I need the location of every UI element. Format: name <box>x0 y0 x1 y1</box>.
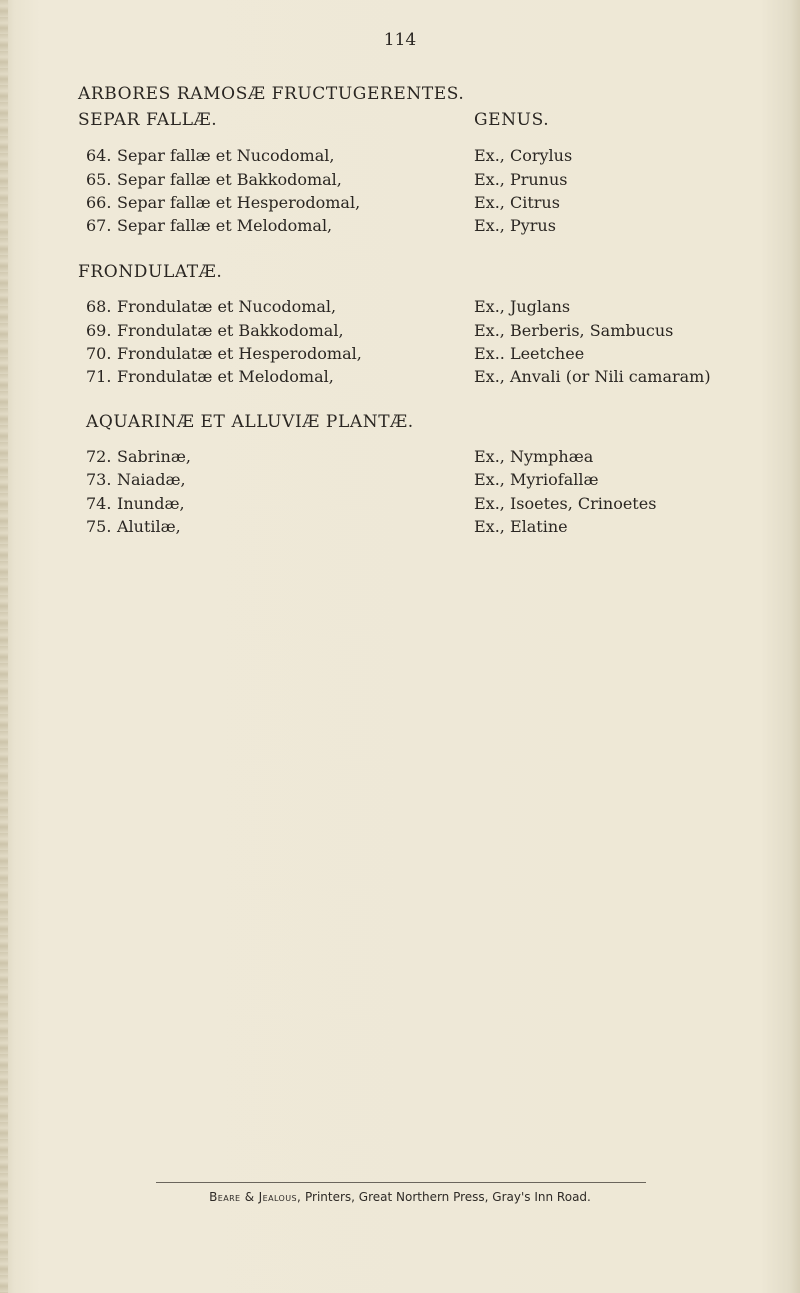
item-name: Alutilæ, <box>117 517 181 536</box>
item-number: 70. <box>86 344 112 363</box>
item-example: Ex., Citrus <box>474 193 560 212</box>
item-number: 67. <box>86 216 112 235</box>
list-item <box>0 216 800 238</box>
list-item <box>0 297 800 319</box>
item-example: Ex., Berberis, Sambucus <box>474 321 674 340</box>
item-name: Frondulatæ et Bakkodomal, <box>117 321 344 340</box>
item-example: Ex., Prunus <box>474 170 568 189</box>
item-example: Ex., Anvali (or Nili camaram) <box>474 367 711 386</box>
item-name: Sabrinæ, <box>117 447 191 466</box>
item-name: Frondulatæ et Melodomal, <box>117 367 334 386</box>
column-heading-genus: GENUS. <box>474 110 550 130</box>
item-example: Ex., Myriofallæ <box>474 470 599 489</box>
list-item <box>0 470 800 492</box>
list-item <box>0 321 800 343</box>
column-heading-separ-fallae: SEPAR FALLÆ. <box>78 110 218 130</box>
item-example: Ex., Juglans <box>474 297 571 316</box>
list-item <box>0 447 800 469</box>
list-item <box>0 344 800 366</box>
item-name: Frondulatæ et Nucodomal, <box>117 297 337 316</box>
item-number: 65. <box>86 170 112 189</box>
item-example: Ex., Elatine <box>474 517 568 536</box>
list-item <box>0 146 800 168</box>
item-example: Ex.. Leetchee <box>474 344 585 363</box>
item-number: 68. <box>86 297 112 316</box>
list-item <box>0 367 800 389</box>
main-heading: ARBORES RAMOSÆ FRUCTUGERENTES. <box>78 84 465 104</box>
list-item <box>0 170 800 192</box>
list-item <box>0 193 800 215</box>
item-example: Ex., Pyrus <box>474 216 556 235</box>
item-number: 74. <box>86 494 112 513</box>
item-number: 75. <box>86 517 112 536</box>
printer-details: Printers, Great Northern Press, Gray's Inn Road. <box>301 1190 591 1204</box>
item-name: Separ fallæ et Hesperodomal, <box>117 193 361 212</box>
item-name: Naiadæ, <box>117 470 186 489</box>
section-heading-frondulatae: FRONDULATÆ. <box>78 262 223 282</box>
item-name: Separ fallæ et Bakkodomal, <box>117 170 342 189</box>
list-item <box>0 517 800 539</box>
item-name: Separ fallæ et Nucodomal, <box>117 146 335 165</box>
item-number: 72. <box>86 447 112 466</box>
item-name: Separ fallæ et Melodomal, <box>117 216 333 235</box>
item-number: 64. <box>86 146 112 165</box>
item-number: 66. <box>86 193 112 212</box>
section-heading-aquarinae: AQUARINÆ ET ALLUVIÆ PLANTÆ. <box>86 412 414 432</box>
item-number: 73. <box>86 470 112 489</box>
printer-names: Beare & Jealous, <box>209 1190 302 1204</box>
page-number: 114 <box>383 30 417 50</box>
printer-imprint <box>0 1190 800 1204</box>
item-number: 71. <box>86 367 112 386</box>
item-name: Frondulatæ et Hesperodomal, <box>117 344 362 363</box>
item-number: 69. <box>86 321 112 340</box>
item-example: Ex., Nymphæa <box>474 447 594 466</box>
item-example: Ex., Isoetes, Crinoetes <box>474 494 657 513</box>
list-item <box>0 494 800 516</box>
item-name: Inundæ, <box>117 494 185 513</box>
footer-rule <box>156 1182 646 1183</box>
item-example: Ex., Corylus <box>474 146 573 165</box>
